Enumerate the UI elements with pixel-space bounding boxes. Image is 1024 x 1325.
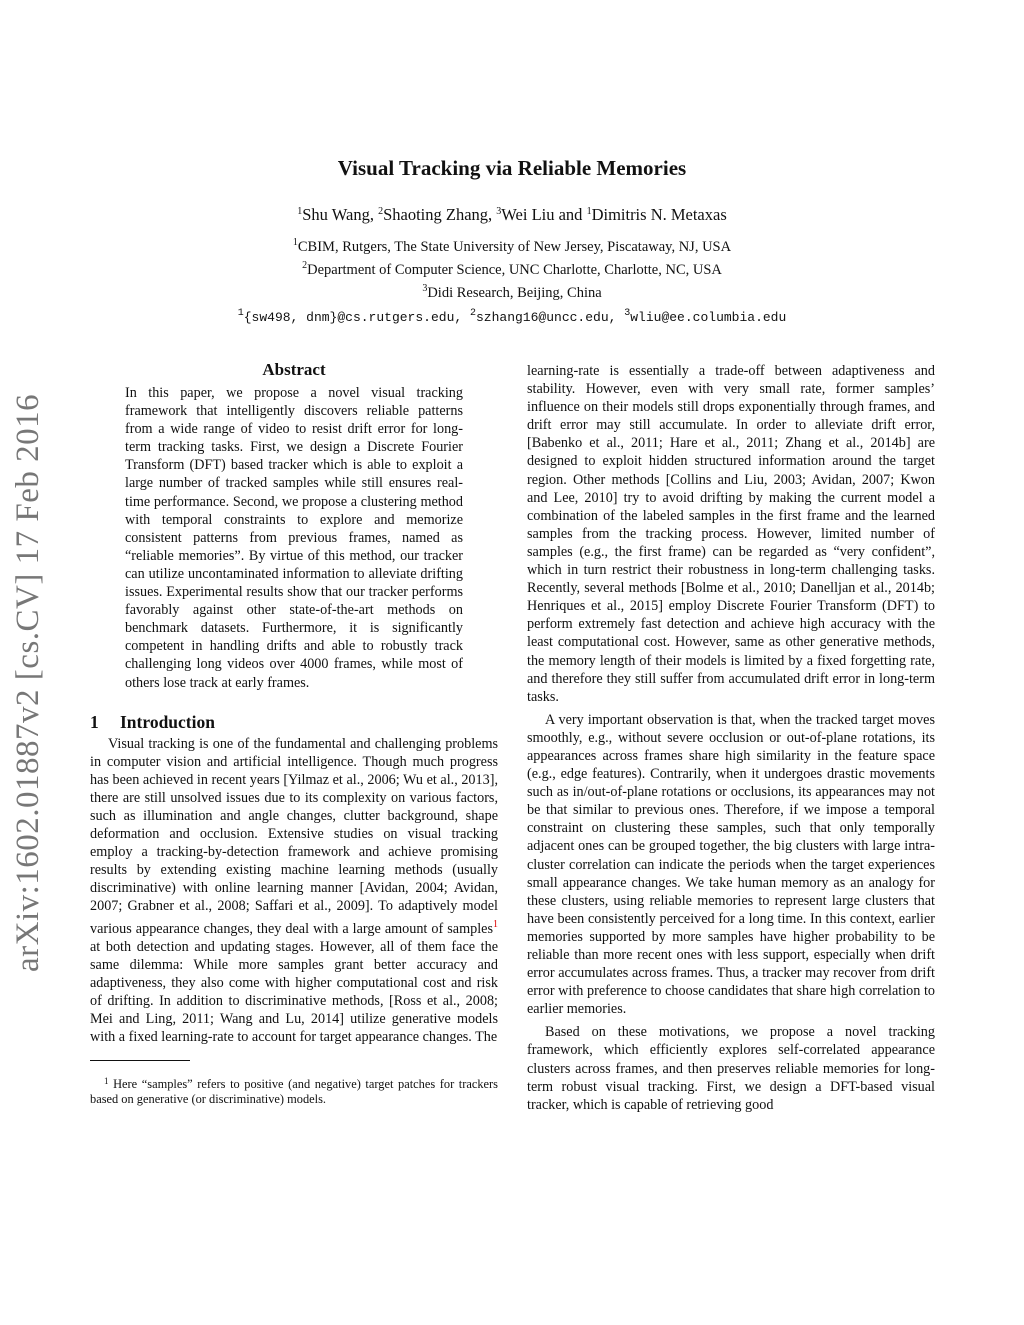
abstract-heading: Abstract <box>262 360 326 379</box>
email-sup: 3 <box>624 308 631 319</box>
email-text: wliu@ee.columbia.edu <box>630 310 787 325</box>
author-name: Shaoting Zhang, <box>383 205 497 224</box>
footnote-sup: 1 <box>104 1075 109 1086</box>
affiliation-text: Department of Computer Science, UNC Charlotte, Charlotte, NC, USA <box>307 262 722 278</box>
affiliation-3 <box>0 283 1024 302</box>
paper-title: Visual Tracking via Reliable Memories <box>337 156 687 180</box>
author-name: Shu Wang, <box>302 205 379 224</box>
affiliation-1 <box>0 237 1024 256</box>
intro-text-part-a: Visual tracking is one of the fundamental and challenging problems in computer vision and artificial intelligence. Though much progress has been achieved in recent years [Yilmaz et al., 2006; Wu et al., 2013], there are still unsolved issues due to its complexity on various factors, such as illumination and angle changes, clutter background, shape deformation and occlusion. Extensive studies on visual tracking employ a tracking-by-detection framework and achieve promising results by extending existing machine learning methods (usually discriminative) with online learning manner [Avidan, 2004; Avidan, 2007; Grabner et al., 2008; Saffari et al., 2009]. To adaptively model various appearance changes, they deal with a large amount of samples <box>90 735 498 937</box>
arxiv-identifier: arXiv:1602.01887v2 [cs.CV] 17 Feb 2016 <box>10 393 46 972</box>
section-number: 1 <box>90 711 99 732</box>
affiliation-text: Didi Research, Beijing, China <box>427 285 602 301</box>
affiliation-sup: 3 <box>422 283 428 294</box>
intro-text-part-b: at both detection and updating stages. However, all of them face the same dilemma: While more samples grant better accuracy and adaptiveness, they also come with higher computational cost and risk of drifting. In addition to discriminative methods, [Ross et al., 2008; Mei and Ling, 2011; Wang and Lu, 2014] utilize generative models with a fixed learning-rate to account for target appearance changes. The <box>90 938 498 1046</box>
email-text: szhang16@uncc.edu, <box>476 310 625 325</box>
intro-paragraph-2: A very important observation is that, when the tracked target moves smoothly, e.g., without severe occlusion or out-of-plane rotations, its appearances across frames share high similarity in the feature space (e.g., edge features). Contrarily, when it undergoes drastic movements such as in/out-of-plane rotations or occlusions, its appearances may not be that similar to previous ones. Therefore, if we impose a temporal constraint on clustering these samples, such that only temporally adjacent ones can be grouped together, the big clusters with large intra-cluster correlation can indicate the periods when the target experiences small appearance changes. We take human memory as an analogy for these clusters, using reliable memories to represent large clusters that have been consistently perceived for a long time. In this context, earlier memories supported by more samples have higher probability to be reliable than more recent ones with less support, especially when drift error accumulates across frames. Thus, a tracker may recover from drift error with preference to choose candidates that share high correlation to earlier memories. <box>527 711 935 1018</box>
footnote-marker[interactable]: 1 <box>493 918 498 930</box>
author-name: Dimitris N. Metaxas <box>591 205 727 224</box>
author-line <box>0 205 1024 225</box>
email-sup: 1 <box>237 308 244 319</box>
affiliation-sup: 1 <box>292 237 298 248</box>
abstract-body: In this paper, we propose a novel visual tracking framework that intelligently discovers reliable patterns from a wide range of video to resist drift error for long-term tracking tasks. First, we design a Discrete Fourier Transform (DFT) based tracker which is able to exploit a large number of tracked samples while still ensures real-time performance. Second, we propose a clustering method with temporal constraints to explore and memorize consistent patterns from previous frames, named as “reliable memories”. By virtue of this method, our tracker can utilize uncontaminated information to alleviate drifting issues. Experimental results show that our tracker performs favorably against other state-of-the-art methods on benchmark datasets. Furthermore, it is significantly competent in handling drifts and able to robustly track challenging long videos over 4000 frames, while most of others lose track at early frames. <box>125 385 463 691</box>
intro-paragraph-1 <box>90 735 498 1047</box>
intro-paragraph-3: Based on these motivations, we propose a novel tracking framework, which efficiently explores self-correlated appearance clusters across frames, and then preserves reliable memories for long-term robust visual tracking. First, we design a DFT-based visual tracker, which is capable of retrieving good <box>527 1024 935 1113</box>
affiliation-sup: 2 <box>302 260 308 271</box>
email-sup: 2 <box>469 308 476 319</box>
intro-paragraph-1-cont: learning-rate is essentially a trade-off between adaptiveness and stability. However, even with very small rate, former samples’ influence on their models still drops exponentially through frames, and drift error may still accumulate. In order to alleviate drift error, [Babenko et al., 2011; Hare et al., 2011; Zhang et al., 2014b] are designed to exploit hidden structured information around the target region. Other methods [Collins and Liu, 2003; Avidan, 2007; Kwon and Lee, 2010] try to avoid drifting by making the current model a combination of the labeled samples in the first frame and the learned samples from the tracking process. However, limited number of samples (e.g., the first frame) can be regarded as “very confident”, which in turn restrict their robustness in long-term challenging tasks. Recently, several methods [Bolme et al., 2010; Danelljan et al., 2014b; Henriques et al., 2015] employ Discrete Fourier Transform (DFT) to perform extremely fast detection and achieve high accuracy with the least computational cost. However, same as other generative methods, the memory length of their models is limited by a fixed forgetting rate, and therefore they still suffer from accumulated drift error in long-term tasks. <box>527 363 935 705</box>
email-line <box>0 308 1024 325</box>
section-heading <box>90 712 498 733</box>
author-sup: 1 <box>586 206 592 217</box>
left-column <box>90 360 498 1120</box>
footnote <box>90 1074 498 1108</box>
affiliation-2 <box>0 260 1024 279</box>
affiliation-text: CBIM, Rutgers, The State University of New Jersey, Piscataway, NJ, USA <box>297 239 732 255</box>
author-name: Wei Liu and <box>501 205 587 224</box>
author-sup: 3 <box>496 206 502 217</box>
footnote-text: Here “samples” refers to positive (and negative) target patches for trackers based on generative (or discriminative) models. <box>90 1076 498 1107</box>
section-title: Introduction <box>120 711 215 732</box>
email-text: {sw498, dnm}@cs.rutgers.edu, <box>243 310 470 325</box>
author-sup: 1 <box>297 206 303 217</box>
author-sup: 2 <box>378 206 384 217</box>
footnote-divider <box>90 1060 190 1061</box>
right-column <box>527 362 935 1114</box>
